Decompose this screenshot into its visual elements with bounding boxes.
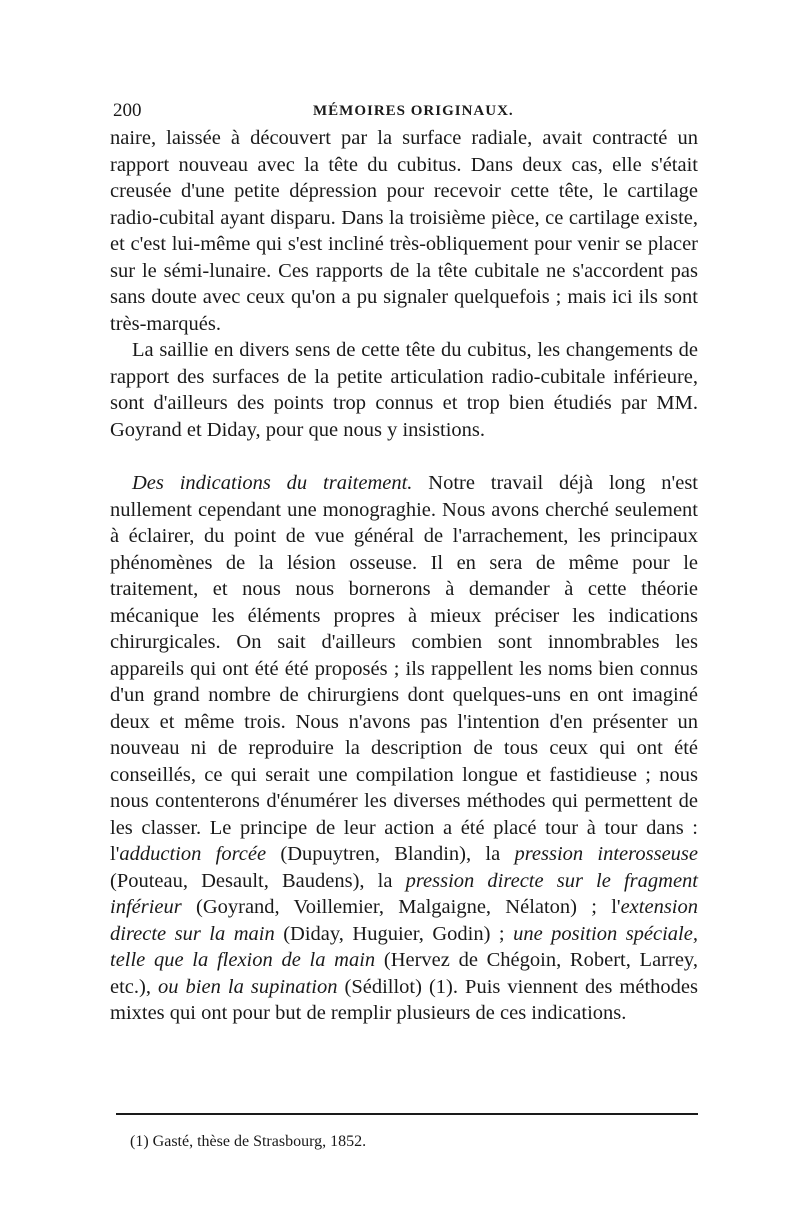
text-segment: (Sédillot) (1). Puis viennent des méthodes mixtes qui ont pour but de remplir plusieurs de ces indications. xyxy=(110,975,698,1024)
body-text xyxy=(110,125,698,1027)
method-position-speciale: une position spéciale, telle que la flexion de la main xyxy=(110,922,698,971)
paragraph-tete-cubitus: La saillie en divers sens de cette tête du cubitus, les changements de rapport des surfaces de la petite articulation radio-cubitale inférieure, sont d'ailleurs des points trop connus et trop bien étudiés par MM. Goyrand et Diday, pour que nous y insistions. xyxy=(110,339,698,441)
footnote-rule xyxy=(116,1113,698,1115)
method-adduction-forcee: adduction forcée xyxy=(119,843,267,865)
section-heading: Des indications du traitement. xyxy=(132,472,413,494)
text-segment: (Pouteau, Desault, Baudens), la xyxy=(110,869,406,892)
text-segment: Notre travail déjà long n'est nullement cependant une monograghie. Nous avons cherché seulement à éclairer, du point de vue général de l'arrachement, les principaux phénomènes de la lésion osseuse. Il en sera de même pour le traitement, et nous nous bornerons à demander à cette théorie mécanique les éléments propres à mieux préciser les indications chirurgicales. On sait d'ailleurs combien sont innombrables les appareils qui ont été été proposés ; ils rappellent les noms bien connus d'un grand nombre de chirurgiens dont quelques-uns en ont imaginé deux et même trois. Nous n'avons pas l'intention d'en présenter un nouveau ni de reproduire la description de tous ceux qui ont été conseillés, ce qui serait une compilation longue et fastidieuse ; nous nous contenterons d'énumérer les diverses méthodes qui permettent de les classer. Le principe de leur action a été placé tour à tour dans : l' xyxy=(110,472,698,865)
method-extension-directe: extension directe sur la main xyxy=(110,896,698,945)
text-segment: (Hervez de Chégoin, Robert, Larrey, etc.), xyxy=(110,949,698,998)
page-number: 200 xyxy=(113,100,142,121)
running-head xyxy=(113,98,698,124)
paragraph-traitement xyxy=(110,470,698,1027)
text-segment: (Goyrand, Voillemier, Malgaigne, Nélaton) ; l' xyxy=(181,896,621,918)
text-segment: (Diday, Huguier, Godin) ; xyxy=(274,922,514,945)
method-supination: ou bien la supination xyxy=(158,975,338,998)
running-title: MÉMOIRES ORIGINAUX. xyxy=(313,103,514,119)
method-pression-directe: pression directe sur le fragment inférieur xyxy=(110,869,698,918)
method-pression-interosseuse: pression interosseuse xyxy=(514,843,699,865)
footnote: (1) Gasté, thèse de Strasbourg, 1852. xyxy=(130,1133,367,1150)
paragraph-continuation: naire, laissée à découvert par la surface radiale, avait contracté un rapport nouveau avec la tête du cubitus. Dans deux cas, elle s'était creusée d'une petite dépression pour recevoir cette tête, le cartilage radio-cubital ayant disparu. Dans la troisième pièce, ce cartilage existe, et c'est lui-même qui s'est incliné très-obliquement pour venir se placer sur le sémi-lunaire. Ces rapports de la tête cubitale ne s'accordent pas sans doute avec ceux qu'on a pu signaler quelquefois ; mais ici ils sont très-marqués. xyxy=(110,127,698,335)
text-segment: (Dupuytren, Blandin), la xyxy=(266,843,515,865)
